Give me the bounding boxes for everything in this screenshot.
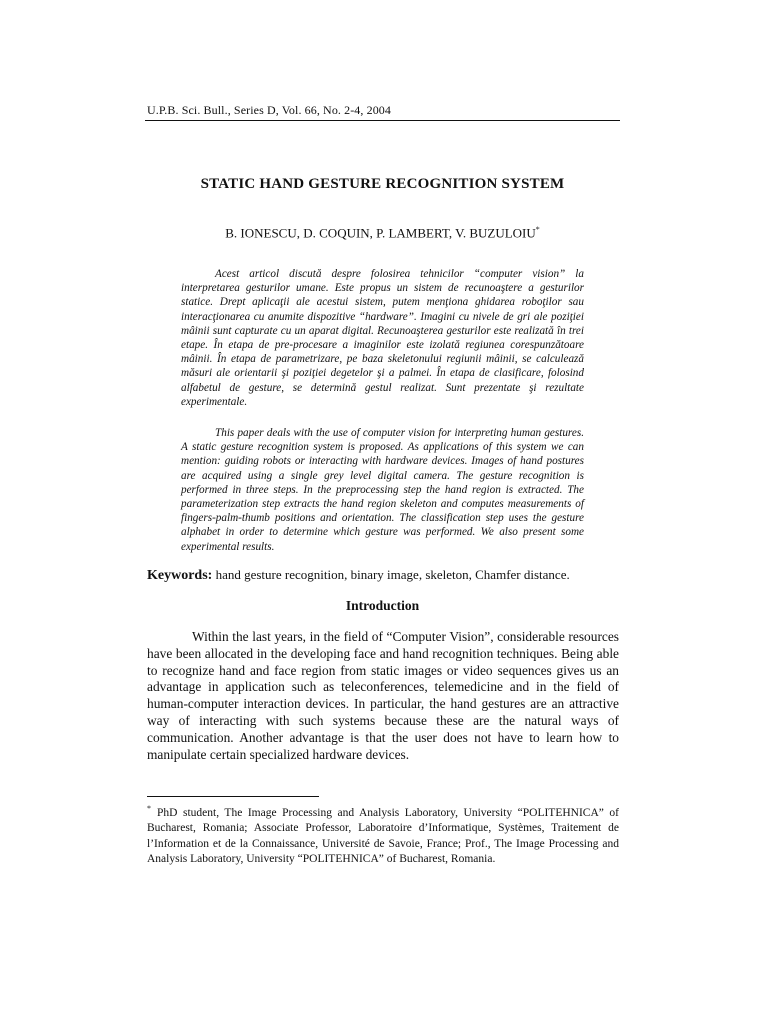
- footnote: [147, 801, 619, 867]
- footnote-rule: [147, 796, 319, 797]
- keywords-text: hand gesture recognition, binary image, skeleton, Chamfer distance.: [212, 567, 570, 582]
- header-rule: [145, 120, 620, 121]
- keywords-label: Keywords:: [147, 568, 213, 583]
- author-names: B. IONESCU, D. COQUIN, P. LAMBERT, V. BUZULOIU: [225, 225, 536, 241]
- abstract-english: This paper deals with the use of computer vision for interpreting human gestures. A static gesture recognition system is proposed. As applications of this system we can mention: guiding robots or interacting with hardware devices. Images of hand postures are acquired using a single grey level digital camera. The gesture recognition is performed in three steps. In the preprocessing step the hand region is extracted. The parameterization step extracts the hand region skeleton and computes measurements of fingers-palm-thumb positions and orientation. The classification step uses the gesture alphabet in order to determine which gesture was performed. We also present some experimental results.: [181, 427, 584, 553]
- footnote-text: PhD student, The Image Processing and Analysis Laboratory, University “POLITEHNICA” of Bucharest, Romania; Associate Professor, Laboratoire d’Informatique, Systèmes, Traitement de l’Information et de la Connaissance, Université de Savoie, France; Prof., The Image Processing and Analysis Laboratory, University “POLITEHNICA” of Bucharest, Romania.: [147, 806, 619, 866]
- paper-title: STATIC HAND GESTURE RECOGNITION SYSTEM: [200, 176, 565, 192]
- intro-paragraph: Within the last years, in the field of “Computer Vision”, considerable resources have been allocated in the developing face and hand recognition techniques. Being able to recognize hand and face region from static images or video sequences gives us an advantage in application such as teleconferences, telemedicine and in the field of human-computer interaction devices. In particular, the hand gestures are an attractive way of interacting with such systems because these are the natural ways of communication. Another advantage is that the user does not have to learn how to manipulate certain specialized hardware devices.: [147, 629, 619, 762]
- author-line: [145, 225, 620, 241]
- author-footnote-mark: *: [535, 225, 540, 234]
- abstract-romanian: Acest articol discută despre folosirea tehnicilor “computer vision” la interpretarea gesturilor umane. Este propus un sistem de recunoaştere a gesturilor statice. Drept aplicaţii ale acestui sistem, putem menţiona ghidarea roboţilor sau interacţionarea cu anumite dispozitive “hardware”. Imagini cu nivele de gri ale poziţiei mâinii sunt capturate cu un aparat digital. Recunoaşterea gesturilor este realizată în trei etape. În etapa de pre-procesare a imaginilor este izolată regiunea corespunzătoare mâinii. În etapa de parametrizare, pe baza skeletonului regiunii mâinii, se calculează măsuri ale orientarii şi poziţiei degetelor şi a palmei. În etapa de clasificare, folosind alfabetul de gesture, se determină gestul realizat. Sunt prezentate şi rezultate experimentale.: [181, 268, 584, 408]
- journal-citation: U.P.B. Sci. Bull., Series D, Vol. 66, No. 2-4, 2004: [147, 103, 392, 117]
- footnote-mark: *: [147, 804, 151, 813]
- section-heading: Introduction: [345, 598, 420, 613]
- keywords-line: [147, 567, 622, 584]
